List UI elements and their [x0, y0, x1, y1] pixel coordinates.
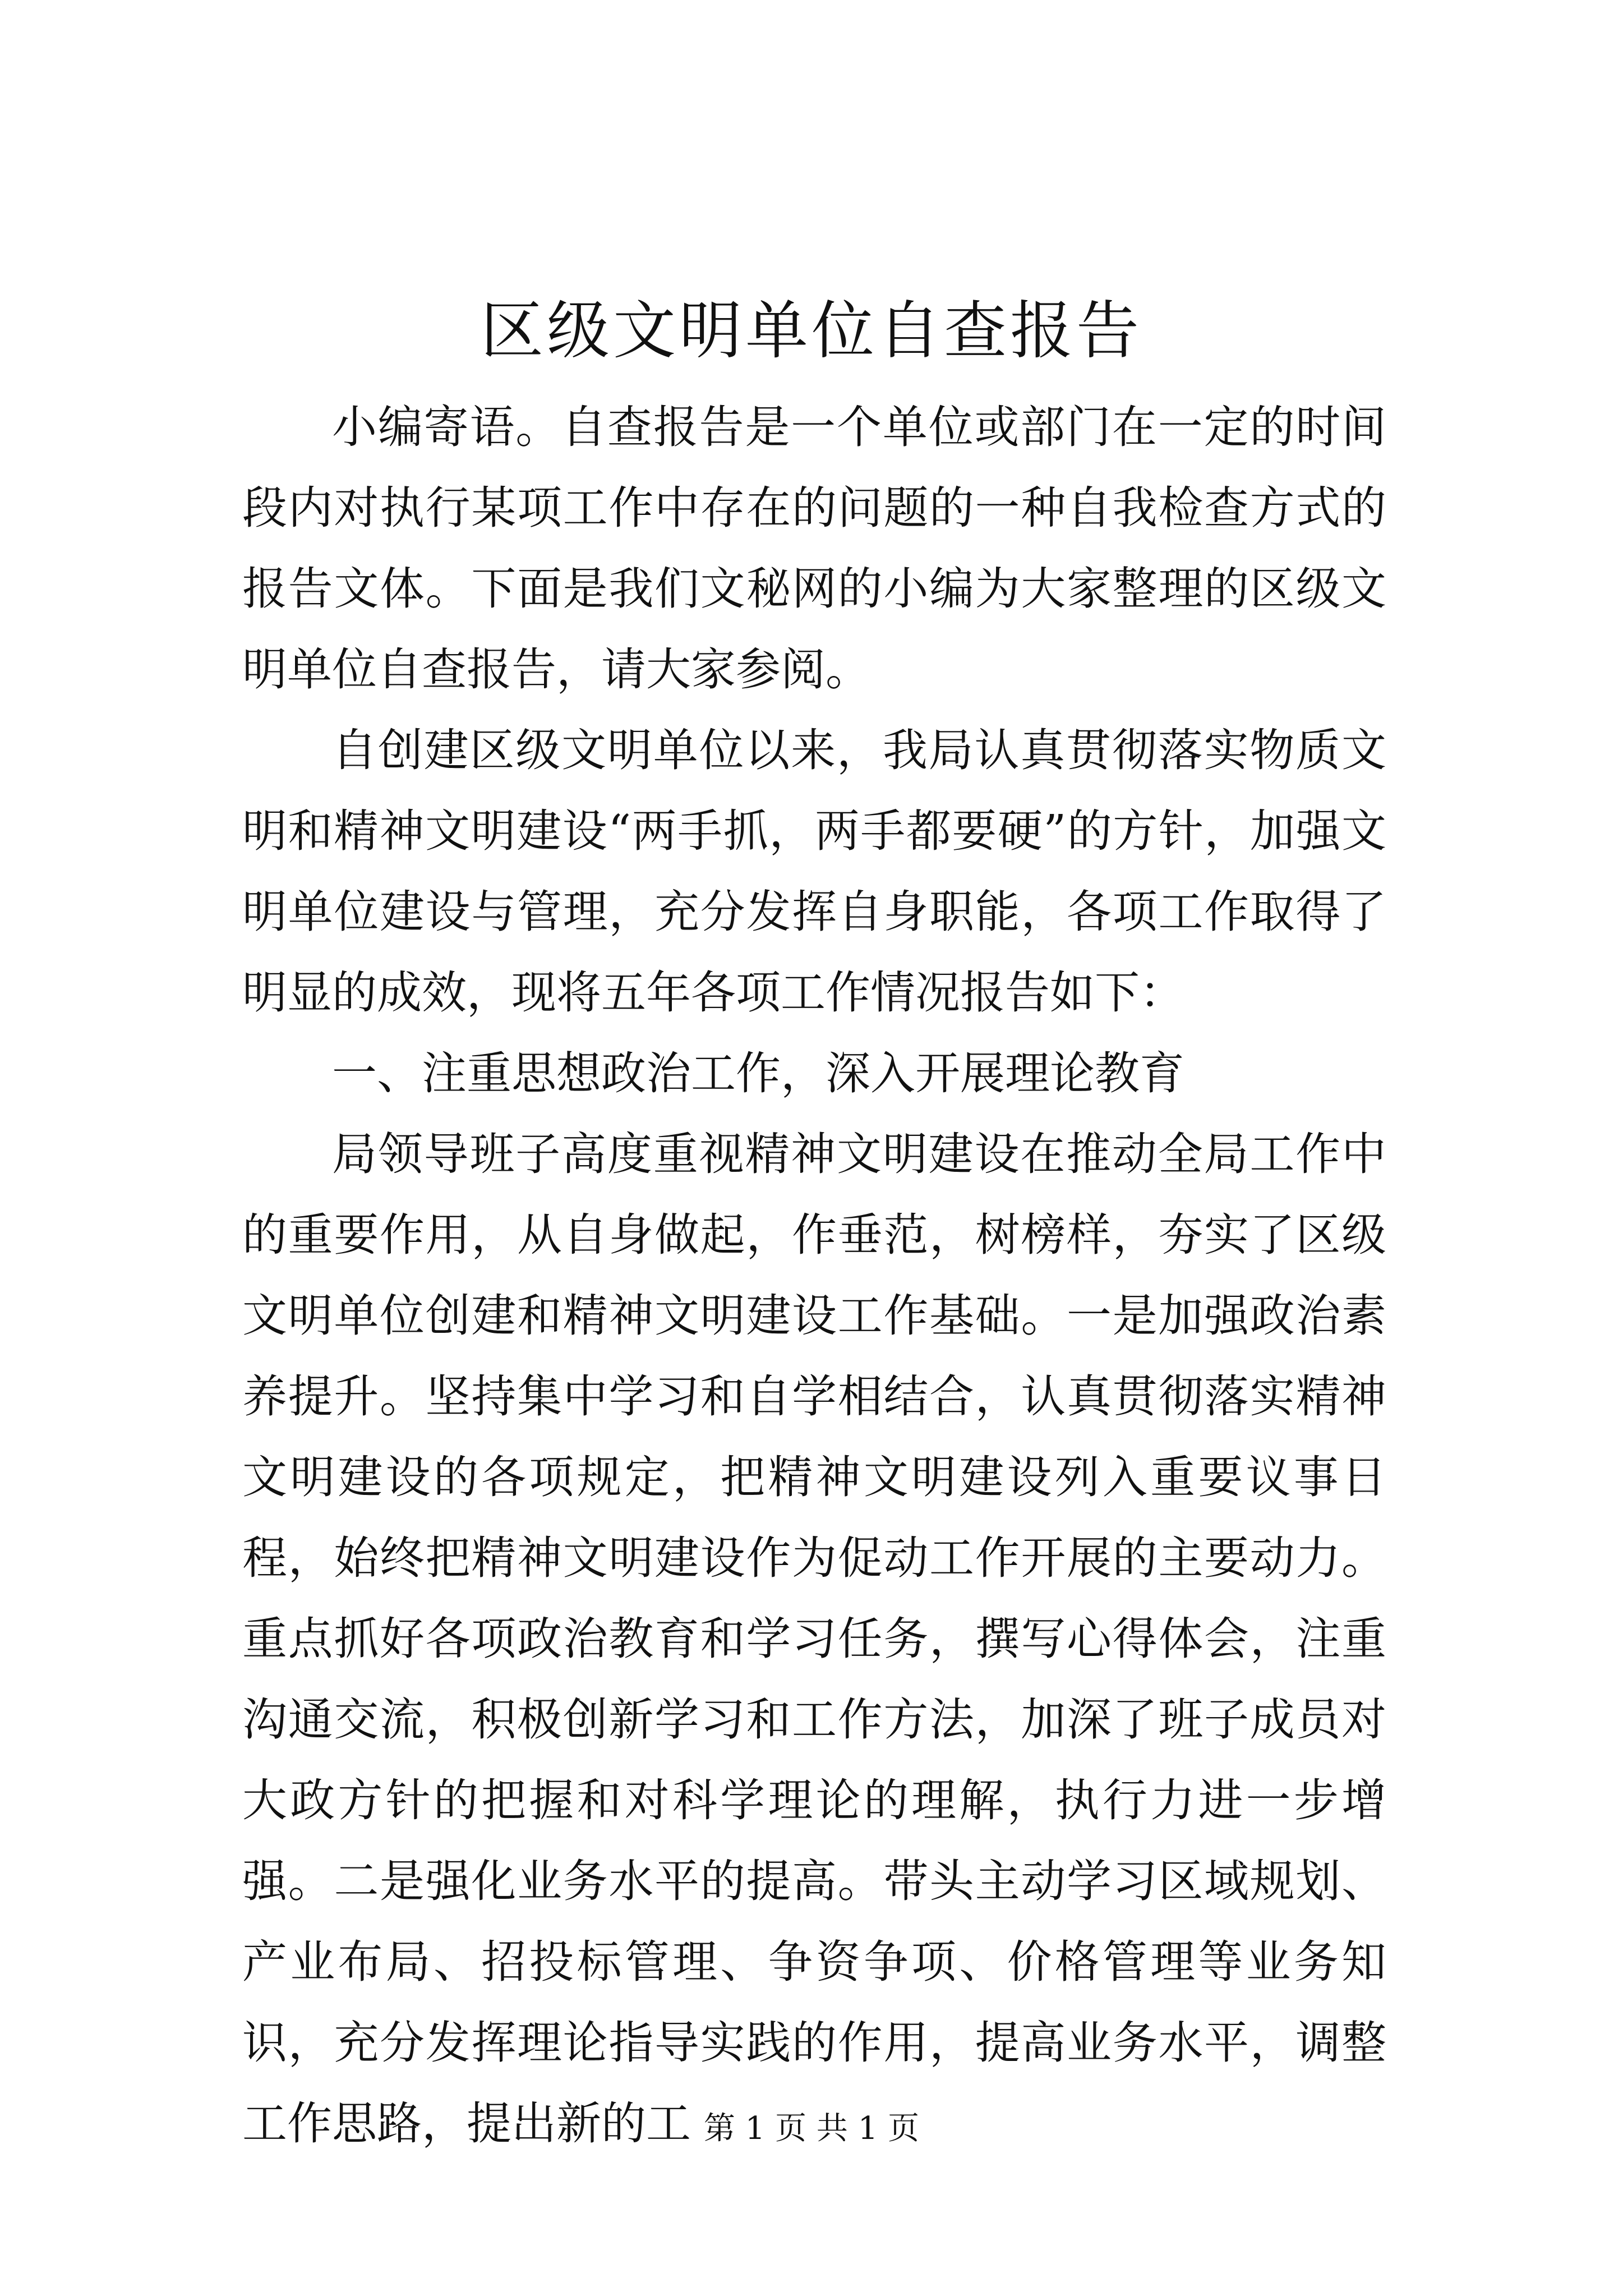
section-heading: 一、注重思想政治工作，深入开展理论教育	[332, 1047, 1184, 1099]
overview-paragraph: 自创建区级文明单位以来，我局认真贯彻落实物质文明和精神文明建设“两手抓，两手都要硬”的方针，加强文明单位建设与管理，充分发挥自身职能，各项工作取得了明显的成效，现将五年各项工作情况报告如下：	[242, 724, 1386, 1019]
document-body	[242, 387, 1386, 2164]
section-paragraph: 局领导班子高度重视精神文明建设在推动全局工作中的重要作用，从自身做起，作垂范，树榜样，夯实了区级文明单位创建和精神文明建设工作基础。一是加强政治素养提升。坚持集中学习和自学相结合，认真贯彻落实精神文明建设的各项规定，把精神文明建设列入重要议事日程，始终把精神文明建设作为促动工作开展的主要动力。重点抓好各项政治教育和学习任务，撰写心得体会，注重沟通交流，积极创新学习和工作方法，加深了班子成员对大政方针的把握和对科学理论的理解，执行力进一步增强。二是强化业务水平的提高。带头主动学习区域规划、产业布局、招投标管理、争资争项、价格管理等业务知识，充分发挥理论指导实践的作用，提高业务水平，调整工作思路，提出新的工	[242, 1128, 1386, 2150]
page-footer: 第 1 页 共 1 页	[703, 2110, 920, 2147]
document-title: 区级文明单位自查报告	[481, 295, 1142, 367]
intro-paragraph: 小编寄语。自查报告是一个单位或部门在一定的时间段内对执行某项工作中存在的问题的一种自我检查方式的报告文体。下面是我们文秘网的小编为大家整理的区级文明单位自查报告，请大家参阅。	[242, 401, 1386, 696]
